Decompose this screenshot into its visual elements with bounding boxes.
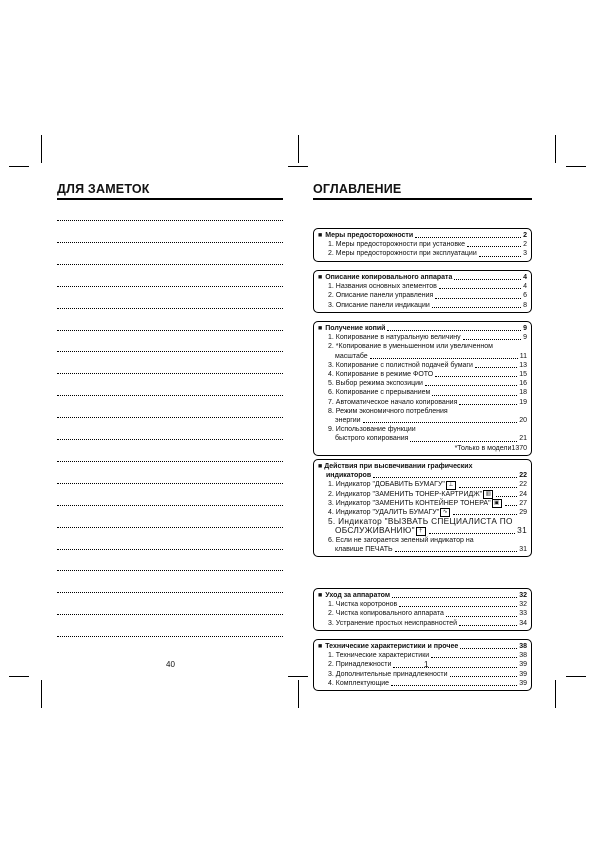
dot-leader: [453, 514, 517, 515]
entry-text: 2. Индикатор "ЗАМЕНИТЬ ТОНЕР-КАРТРИДЖ": [328, 490, 483, 498]
dot-leader: [475, 367, 517, 368]
toc-section: [313, 459, 532, 557]
crop-mark: [298, 135, 299, 163]
paper-add-icon: ⊥: [446, 481, 456, 490]
page-ref: 33: [519, 610, 527, 618]
page-ref: 38: [519, 643, 527, 650]
page-ref: 31: [517, 525, 527, 536]
note-line: [57, 242, 283, 243]
note-line: [57, 286, 283, 287]
note-line: [57, 483, 283, 484]
toc-title-rule: [313, 198, 532, 200]
page-ref: 22: [519, 472, 527, 480]
page-ref: 39: [519, 679, 527, 687]
dot-leader: [459, 487, 517, 488]
entry-text: 4. Копирование в режиме ФОТО: [328, 371, 434, 379]
entry-text: энергии: [335, 417, 361, 425]
entry-text: 5. Индикатор "ВЫЗВАТЬ СПЕЦИАЛИСТА ПО: [328, 516, 513, 527]
entry-text: 3. Индикатор "ЗАМЕНИТЬ КОНТЕЙНЕР ТОНЕРА": [328, 499, 491, 507]
crop-mark: [566, 676, 586, 677]
page-ref: 39: [519, 670, 527, 678]
page-ref: 20: [519, 417, 527, 425]
crop-mark: [298, 680, 299, 708]
dot-leader: [425, 385, 517, 386]
entry-text: 6. Копирование с прерыванием: [328, 389, 431, 397]
page-ref: 15: [519, 371, 527, 379]
note-line: [57, 636, 283, 637]
entry-text: 2. Принадлежности: [328, 661, 392, 669]
page-ref: 2: [523, 241, 527, 249]
toc-section: [313, 588, 532, 631]
entry-text: 3. Дополнительные принадлежности: [328, 670, 448, 678]
dot-leader: [454, 279, 521, 280]
right-page-number: 1: [424, 660, 429, 669]
entry-text: 1. Чистка коротронов: [328, 601, 398, 609]
toner-container-icon: ▣: [492, 499, 502, 508]
entry-text: ОБСЛУЖИВАНИЮ": [335, 525, 415, 536]
dot-leader: [431, 657, 517, 658]
dot-leader: [392, 597, 517, 598]
crop-mark: [41, 680, 42, 708]
entry-text: 7. Автоматическое начало копирования: [328, 398, 458, 406]
note-line: [57, 220, 283, 221]
entry-text: клавише ПЕЧАТЬ: [335, 545, 393, 553]
page-ref: 39: [519, 661, 527, 669]
crop-mark: [555, 680, 556, 708]
entry-text: 1. Названия основных элементов: [328, 283, 437, 291]
page-ref: 13: [519, 361, 527, 369]
entry-text: 4. Комплектующие: [328, 679, 390, 687]
note-line: [57, 592, 283, 593]
dot-leader: [363, 422, 518, 423]
section-title: ■ Меры предосторожности: [318, 231, 413, 240]
dot-leader: [467, 246, 521, 247]
note-line: [57, 308, 283, 309]
note-line: [57, 461, 283, 462]
section-title: ■ Технические характеристики и прочее: [318, 642, 458, 651]
model-note: *Только в модели1370: [454, 444, 527, 452]
page-ref: 24: [519, 490, 527, 498]
note-line: [57, 527, 283, 528]
dot-leader: [450, 676, 518, 677]
note-line: [57, 549, 283, 550]
page-ref: 27: [519, 499, 527, 507]
dot-leader: [435, 298, 521, 299]
dot-leader: [446, 616, 517, 617]
crop-mark: [288, 676, 308, 677]
entry-text: 5. Выбор режима экспозиции: [328, 380, 423, 388]
page-ref: 16: [519, 380, 527, 388]
left-page-number: 40: [166, 660, 175, 669]
entry-text: 3. Описание панели индикации: [328, 301, 430, 309]
toc-title: ОГЛАВЛЕНИЕ: [313, 182, 402, 196]
entry-text: быстрого копирования: [335, 435, 409, 443]
page-ref: 4: [523, 283, 527, 291]
entry-text: 1. Индикатор "ДОБАВИТЬ БУМАГУ": [328, 481, 445, 489]
entry-text: 8. Режим экономичного потребления: [328, 407, 448, 415]
section-title: ■ Уход за аппаратом: [318, 591, 390, 600]
note-line: [57, 614, 283, 615]
entry-text: 1. Меры предосторожности при установке: [328, 241, 466, 249]
dot-leader: [391, 685, 517, 686]
page-ref: 38: [519, 652, 527, 660]
dot-leader: [393, 667, 517, 668]
entry-text: 4. Индикатор "УДАЛИТЬ БУМАГУ": [328, 509, 440, 517]
note-line: [57, 505, 283, 506]
page-ref: 9: [523, 334, 527, 342]
dot-leader: [399, 606, 517, 607]
page-ref: 31: [519, 545, 527, 553]
page-ref: 34: [519, 619, 527, 627]
toc-section: [313, 228, 532, 262]
dot-leader: [496, 496, 517, 497]
dot-leader: [387, 330, 521, 331]
crop-mark: [9, 166, 29, 167]
dot-leader: [459, 625, 517, 626]
dot-leader: [429, 533, 515, 534]
service-icon: †: [416, 527, 426, 536]
dot-leader: [432, 395, 517, 396]
section-title: Действия при высвечивании графических: [324, 463, 473, 470]
page-ref: 18: [519, 389, 527, 397]
entry-text: 9. Использование функции: [328, 426, 416, 434]
dot-leader: [410, 441, 517, 442]
toc-section: [313, 270, 532, 313]
entry-text: 3. Устранение простых неисправностей: [328, 619, 458, 627]
note-line: [57, 417, 283, 418]
crop-mark: [9, 676, 29, 677]
notes-title: ДЛЯ ЗАМЕТОК: [57, 182, 150, 196]
notes-title-rule: [57, 198, 283, 200]
crop-mark: [41, 135, 42, 163]
page-ref: 19: [519, 398, 527, 406]
crop-mark: [555, 135, 556, 163]
note-line: [57, 264, 283, 265]
section-title: индикаторов: [326, 472, 372, 480]
bullet-square-icon: ■: [318, 463, 325, 470]
crop-mark: [288, 166, 308, 167]
page-ref: 6: [523, 292, 527, 300]
dot-leader: [460, 648, 517, 649]
entry-text: 2. Меры предосторожности при эксплуатации: [328, 250, 477, 258]
note-line: [57, 330, 283, 331]
note-line: [57, 373, 283, 374]
page-ref: 22: [519, 481, 527, 489]
crop-mark: [566, 166, 586, 167]
page-ref: 11: [519, 352, 527, 360]
section-title: ■ Описание копировального аппарата: [318, 273, 452, 282]
entry-text: 6. Если не загорается зеленый индикатор на: [328, 536, 474, 544]
paper-jam-icon: ∿: [440, 508, 450, 517]
toc-section: [313, 321, 532, 456]
entry-text: 1. Копирование в натуральную величину: [328, 334, 461, 342]
entry-text: 3. Копирование с полистной подачей бумаги: [328, 361, 473, 369]
page-ref: 32: [519, 592, 527, 599]
dot-leader: [479, 256, 521, 257]
dot-leader: [435, 376, 517, 377]
note-line: [57, 570, 283, 571]
dot-leader: [439, 288, 521, 289]
dot-leader: [459, 404, 517, 405]
page-ref: 21: [519, 435, 527, 443]
dot-leader: [373, 477, 517, 478]
page-ref: 9: [523, 325, 527, 332]
entry-text: 2. Описание панели управления: [328, 292, 434, 300]
page-ref: 4: [523, 274, 527, 281]
toc-section: [313, 639, 532, 691]
section-title: ■ Получение копий: [318, 324, 385, 333]
dot-leader: [432, 307, 521, 308]
toner-cartridge-icon: ▥: [483, 490, 493, 499]
dot-leader: [415, 237, 521, 238]
note-line: [57, 351, 283, 352]
note-line: [57, 395, 283, 396]
entry-text: 2. Чистка копировального аппарата: [328, 610, 444, 618]
page-ref: 3: [523, 250, 527, 258]
dot-leader: [370, 358, 518, 359]
dot-leader: [463, 339, 521, 340]
entry-text: масштабе: [335, 352, 368, 360]
entry-text: 1. Технические характеристики: [328, 652, 430, 660]
page-ref: 29: [519, 509, 527, 517]
note-line: [57, 439, 283, 440]
dot-leader: [395, 551, 518, 552]
page-ref: 32: [519, 601, 527, 609]
entry-text: 2. *Копирование в уменьшенном или увеличенном: [328, 343, 493, 351]
page-ref: 2: [523, 232, 527, 239]
page-ref: 8: [523, 301, 527, 309]
dot-leader: [505, 505, 518, 506]
